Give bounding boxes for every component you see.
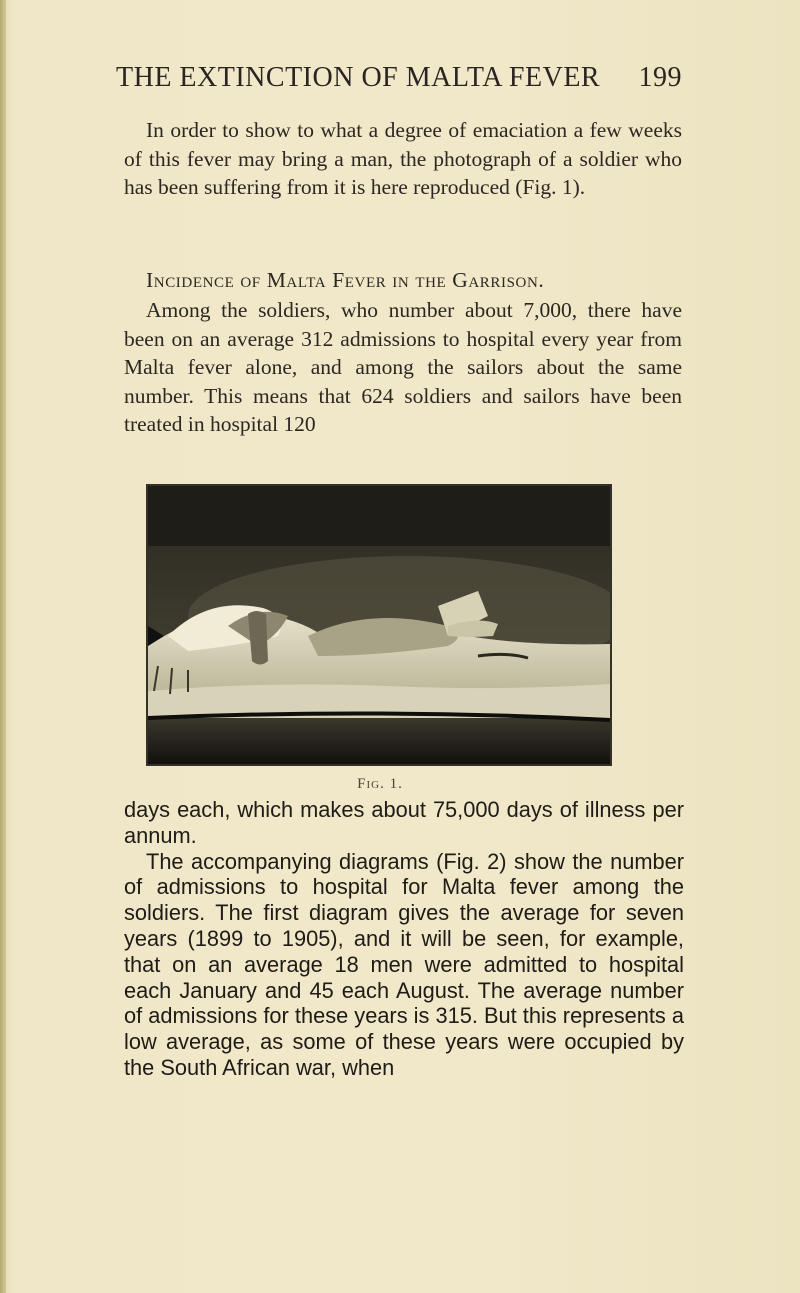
section-heading: Incidence of Malta Fever in the Garrison. bbox=[146, 268, 545, 292]
figure-photograph bbox=[146, 484, 612, 766]
incidence-paragraph: Among the soldiers, who number about 7,000, there have been on an average 312 admissions to hospital every year from Malta fever alone, and among the sailors about the same number. This means that 624 soldiers and sailors have been treated in hospital 120 bbox=[124, 298, 682, 436]
lower-text-block bbox=[124, 797, 684, 1081]
running-head bbox=[116, 62, 682, 94]
binding-edge bbox=[0, 0, 6, 1293]
page-number: 199 bbox=[638, 62, 682, 93]
intro-paragraph: In order to show to what a degree of emaciation a few weeks of this fever may bring a man, the photograph of a soldier who has been suffering from it is here reproduced (Fig. 1). bbox=[124, 118, 682, 199]
figure-caption: Fig. 1. bbox=[357, 776, 403, 792]
diagrams-paragraph: The accompanying diagrams (Fig. 2) show the number of admissions to hospital for Malta fever among the soldiers. The first diagram gives the average for seven years (1899 to 1905), and it will be seen, for example, that on an average 18 men were admitted to hospital each January and 45 each August. The average number of admissions for these years is 315. But this represents a low average, as some of these years were occupied by the South African war, when bbox=[124, 848, 684, 1080]
continued-paragraph: days each, which makes about 75,000 days of illness per annum. bbox=[124, 797, 684, 848]
incidence-paragraph-block bbox=[124, 296, 682, 439]
emaciated-soldier-photo bbox=[148, 486, 610, 764]
intro-paragraph-block bbox=[124, 116, 682, 202]
running-head-title: THE EXTINCTION OF MALTA FEVER bbox=[116, 62, 601, 93]
